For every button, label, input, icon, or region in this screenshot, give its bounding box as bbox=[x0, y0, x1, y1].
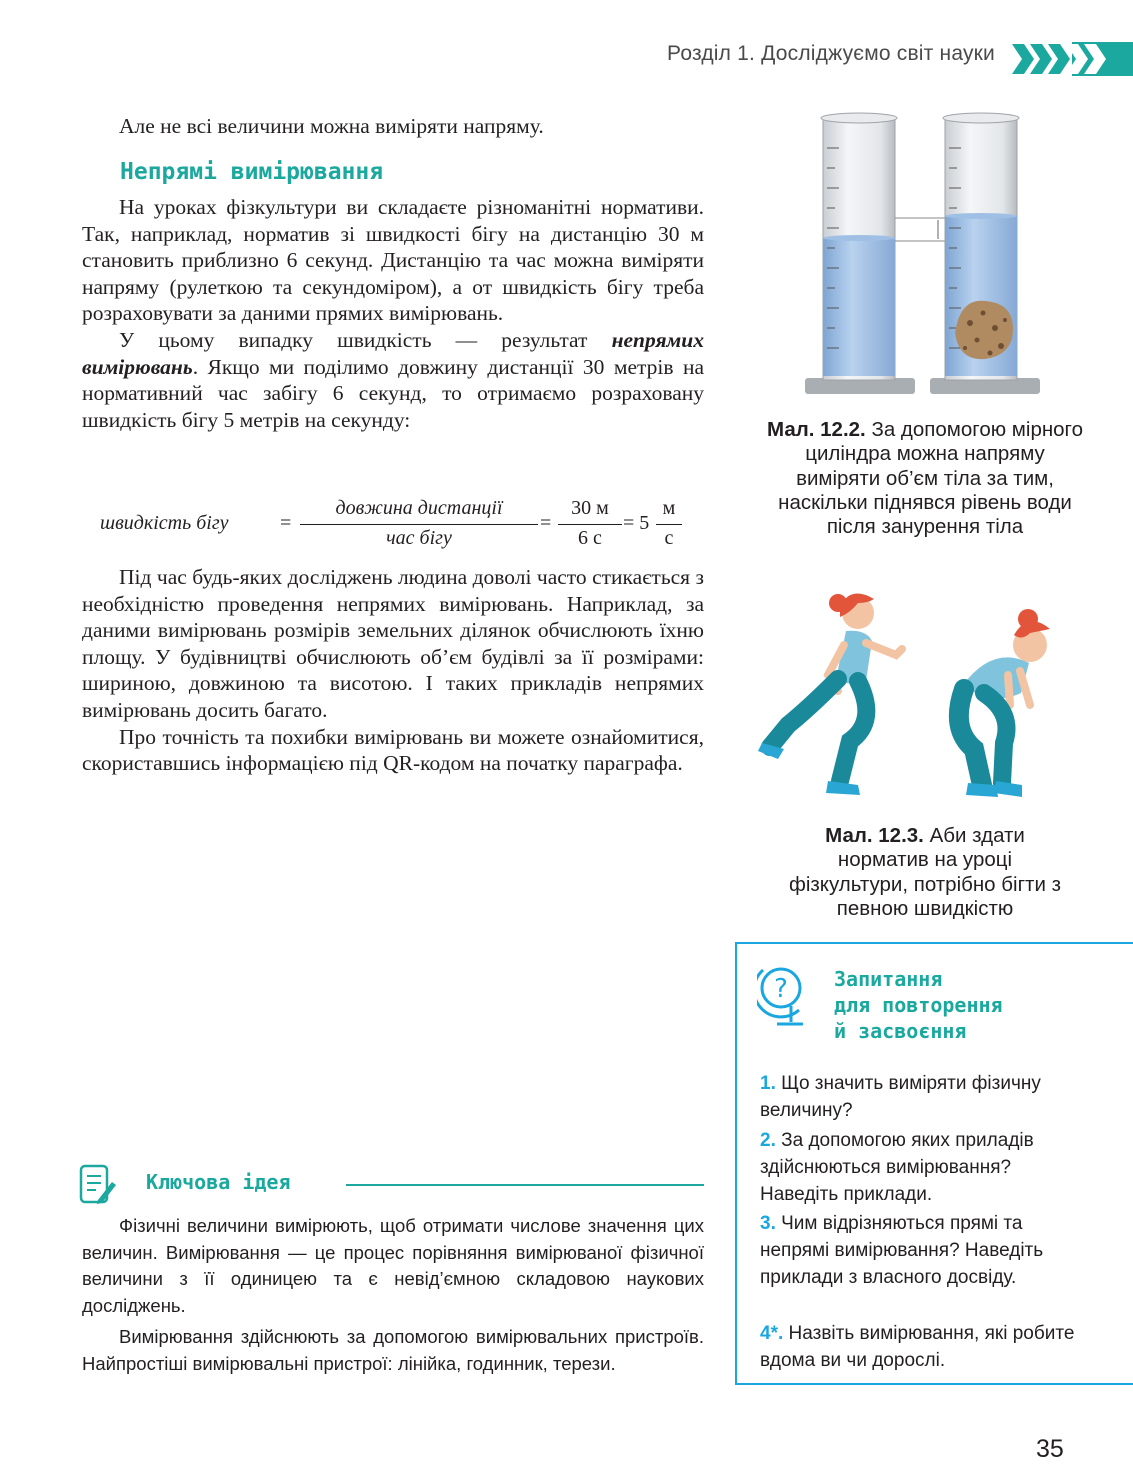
paragraph: На уроках фізкультури ви складаєте різноманітні нормативи. Так, наприклад, норматив зі швидкості бігу на дистанцію 30 м становить приблизно 6 секунд. Дистанцію та час можна виміряти напряму (рулеткою та секундоміром), а от швидкість бігу треба розраховувати за даними прямих вимірювань. bbox=[82, 195, 704, 326]
formula-equals: = bbox=[540, 512, 552, 534]
main-text-top bbox=[82, 194, 704, 433]
questions-title: Запитання для повторення й засвоєння bbox=[834, 967, 1003, 1043]
measuring-cylinders-illustration bbox=[805, 108, 1050, 398]
formula-lhs: швидкість бігу bbox=[100, 512, 229, 534]
notepad-pen-icon bbox=[78, 1162, 118, 1206]
chevron-band-icon bbox=[1012, 42, 1133, 76]
question-item: 1. Що значить виміряти фізичну величину? bbox=[760, 1073, 1041, 1121]
paragraph: У цьому випадку швидкість — результат непрямих вимірювань. Якщо ми поділимо довжину дистанції 30 метрів на нормативний час забігу 6 секунд, то отримаємо розраховану швидкість бігу 5 метрів на секунду: bbox=[82, 327, 704, 432]
question-item: 3. Чим відрізняються прямі та непрямі вимірювання? Наведіть приклади з власного досвіду. bbox=[760, 1213, 1044, 1288]
section-title: Розділ 1. Досліджуємо світ науки bbox=[667, 42, 995, 65]
paragraph: Фізичні величини вимірюють, щоб отримати числове значення цих величин. Вимірювання — це процес порівняння вимірюваної фізичної величини з її одиницею та є невід’ємною складовою наукових досліджень. bbox=[82, 1215, 704, 1316]
intro-text: Але не всі величини можна виміряти напряму. bbox=[119, 114, 544, 138]
page-number: 35 bbox=[1036, 1435, 1064, 1463]
paragraph: Про точність та похибки вимірювань ви можете ознайомитися, скориставшись інформацією під QR-кодом на початку параграфа. bbox=[82, 724, 704, 776]
formula-equals: = bbox=[280, 512, 292, 534]
svg-text:?: ? bbox=[774, 974, 788, 1004]
question-item: 4*. Назвіть вимірювання, які робите вдома ви чи дорослі. bbox=[760, 1323, 1075, 1371]
paragraph: Під час будь-яких досліджень людина доволі часто стикається з необхідністю проведення непрямих вимірювань. Наприклад, за даними вимірювань розмірів земельних ділянок обчислюють їхню площу. У будівництві обчислюють об’єм будівлі за її розмірами: шириною, довжиною та висотою. І таких прикладів непрямих вимірювань досить багато. bbox=[82, 565, 704, 722]
paragraph: Вимірювання здійснюють за допомогою вимірювальних пристроїв. Найпростіші вимірювальні пристрої: лінійка, годинник, терези. bbox=[82, 1326, 704, 1374]
fraction-numerator: довжина дистанції bbox=[335, 497, 503, 519]
key-idea-text bbox=[82, 1213, 704, 1377]
figure-caption-12-3: Мал. 12.3. Аби здати норматив на уроці фізкультури, потрібно бігти з певною швидкістю bbox=[788, 824, 1061, 920]
question-item: 2. За допомогою яких приладів здійснюються вимірювання? Наведіть приклади. bbox=[760, 1130, 1034, 1205]
section-heading: Непрямі вимірювання bbox=[120, 159, 384, 185]
figure-caption-12-2: Мал. 12.2. За допомогою мірного циліндра можна напряму виміряти об’єм тіла за тим, наскільки піднявся рівень води після занурення тіла bbox=[767, 418, 1083, 539]
speed-formula bbox=[100, 495, 700, 555]
fraction-numerator: 30 м bbox=[571, 497, 609, 519]
fraction-numerator: м bbox=[662, 497, 676, 519]
divider bbox=[346, 1184, 704, 1186]
formula-result: = 5 bbox=[623, 512, 650, 534]
runners-illustration bbox=[758, 585, 1070, 815]
question-globe-icon bbox=[757, 962, 809, 1034]
main-text-bottom bbox=[82, 564, 704, 777]
fraction-denominator: час бігу bbox=[386, 527, 452, 549]
key-idea-title: Ключова ідея bbox=[146, 1170, 291, 1194]
fraction-denominator: с bbox=[664, 527, 674, 549]
fraction-denominator: 6 с bbox=[578, 527, 602, 549]
